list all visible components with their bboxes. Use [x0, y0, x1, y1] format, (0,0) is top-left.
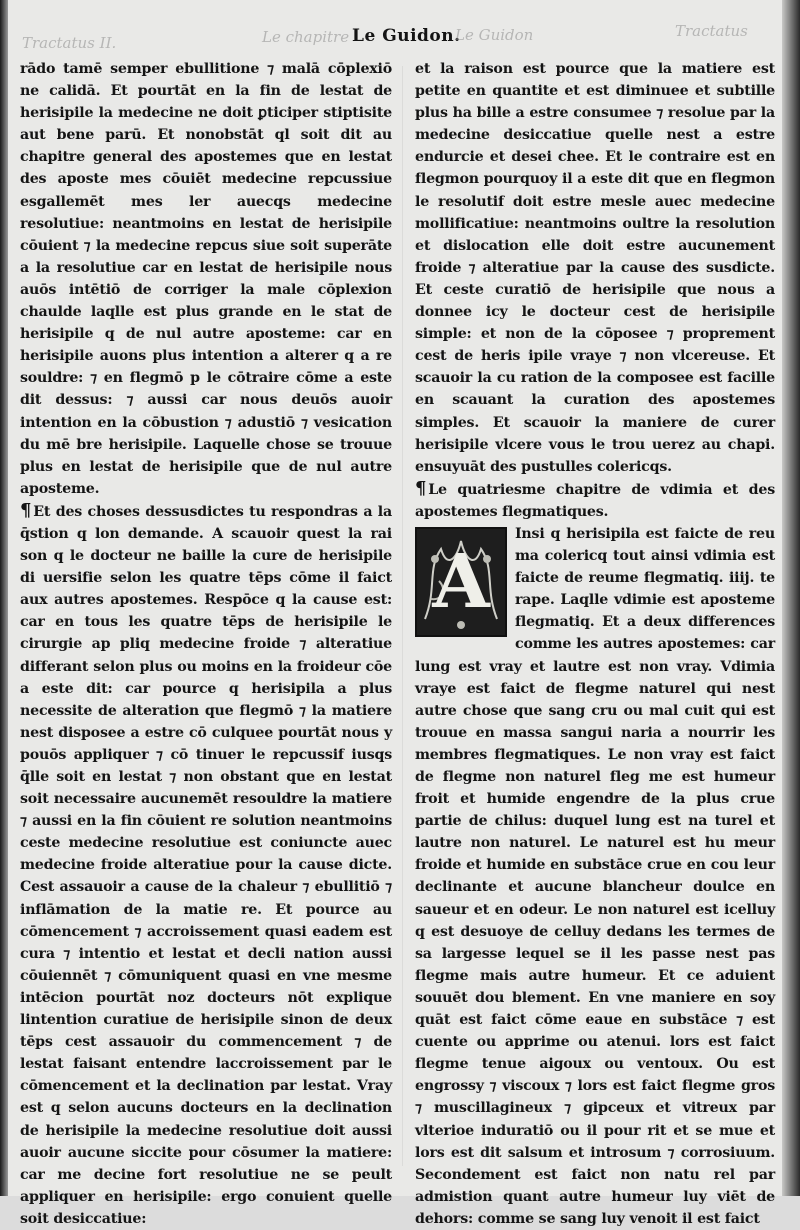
chapter-heading — [415, 478, 775, 523]
column-divider — [402, 66, 403, 1166]
paragraph: rādo tamē semper ebullitione ⁊ malā cōplexiō ne calidā. Et pourtāt en la fin de lestat de herisipile la medecine ne doit ꝑticiper stiptisite aut bene parū. Et nonobstāt ql soit dit au chapitre general des apostemes que en lestat des aposte mes cōuiēt medecine repcussiue esgallemēt mes ler auecqs medecine resolutiue: neantmoins en lestat de herisipile cōuient ⁊ la medecine repcus siue soit superāte a la resolutiue car en lestat de herisipile nous auōs intētiō de corriger la male cōplexion chaulde laqlle est plus grande en le stat de herisipile q de nul autre aposteme: car en herisipile auons plus intention a alterer q a re souldre: ⁊ en flegmō p le cōtraire cōme a este dit dessus: ⁊ aussi car nous deuōs auoir intention en la cōbustion ⁊ adustiō ⁊ vesication du mē bre herisipile. Laquelle chose se trouue plus en lestat de herisipile que de nul autre aposteme. — [20, 61, 392, 497]
left-text-column — [20, 58, 392, 1230]
pilcrow-icon: ¶ — [20, 499, 32, 521]
paragraph-text: Insi q herisipila est faicte de reu ma colericq tout ainsi vdimia est faicte de reume flegmatiq. iiij. te rape. Laqlle vdimie est aposteme flegmatiq. Et a deux differences comme les autres apostemes: car lung est vray et lautre est non vray. Vdimia vraye est faict de flegme naturel qui nest autre chose que sang cru ou mal cuit qui est trouue en massa sangui naria a nourrir les membres flegmatiques. Le non vray est faict de flegme non naturel fleg me est humeur froit et humide engendre de la plus crue partie de chilus: duquel lung est na turel et lautre non naturel. Le naturel est hu meur froide et humide en substāce crue en cou leur declinante et aucune blancheur doulce en saueur et en odeur. Le non naturel est icelluy q est desuoye de celluy dedans les termes de sa largesse lequel se il les passe nest pas flegme mais autre humeur. Et ce aduient souuēt dou blement. En vne maniere en soy quāt est faict cōme eaue en substāce ⁊ est cuente ou apprime ou atenui. lors est faict flegme tenue aigoux ou ventoux. Ou est engrossy ⁊ viscoux ⁊ lors est faict flegme gros ⁊ muscillagineux ⁊ gipceux et vitreux par vlterioe induratiō ou il pour rit et se mue et lors est dit salsum et introsum ⁊ corrosiuum. Secondement est faict non natu rel par admistion quant autre humeur luy viēt de dehors: comme se sang luy venoit il est faict — [415, 525, 775, 1227]
chapter-heading-text: Le quatriesme chapitre de vdimia et des apostemes flegmatiques. — [415, 481, 775, 520]
bleedthrough-text-far-right: Tractatus — [675, 22, 748, 40]
page-header — [0, 20, 800, 56]
bleedthrough-text-right: Le Guidon — [455, 26, 534, 44]
page-edge-shadow — [782, 0, 800, 1196]
running-title: Le Guidon. — [352, 26, 461, 46]
right-text-column — [415, 58, 775, 1230]
page-gutter-shadow — [0, 0, 8, 1196]
paragraph: et la raison est pource que la matiere est petite en quantite et est diminuee et subtille plus ha bille a estre consumee ⁊ resolue par la medecine desiccatiue quelle nest a estre endurcie et desei chee. Et le contraire est en flegmon pourquoy il a este dit que en flegmon le resolutif doit estre mesle auec medecine mollificatiue: neantmoins oultre la resolution et dislocation elle doit estre aucunement froide ⁊ alteratiue par la cause des susdicte. Et ceste curatiō de herisipile que nous a donnee icy le docteur cest de herisipile simple: et non de la cōposee ⁊ proprement cest de heris ipile vraye ⁊ non vlcereuse. Et scauoir la cu ration de la composee est facille en scauant la curation des apostemes simples. Et scauoir la maniere de curer herisipile vlcere vous le trou uerez au chapi. ensuyuāt des pustulles colericqs. — [415, 61, 775, 475]
decorated-initial-icon — [415, 527, 507, 637]
paragraph — [20, 500, 392, 1230]
pilcrow-icon: ¶ — [415, 477, 427, 499]
bleedthrough-text-mid: Le chapitre — [262, 28, 350, 46]
bleedthrough-text-left: Tractatus II. — [22, 34, 117, 52]
paragraph-text: Et des choses dessusdictes tu respondras a la q̄stion q lon demande. A scauoir quest la rai son q le docteur ne baille la cure de herisipile di uersifie selon les quatre tēps cōme il faict aux autres apostemes. Respōce q la cause est: car en tous les quatre tēps de herisipile le cirurgie ap pliq medecine froide ⁊ alteratiue differant selon plus ou moins en la froideur cōe a este dit: car pource q herisipila a plus necessite de alteration que flegmō ⁊ la matiere nest disposee a estre cō culquee pourtāt nous y pouōs appliquer ⁊ cō tinuer le repcussif iusqs q̄lle soit en lestat ⁊ non obstant que en lestat soit necessaire aucunemēt resouldre la matiere ⁊ aussi en la fin cōuient re solution neantmoins ceste medecine resolutiue est coniuncte auec medecine froide alteratiue pour la cause dicte. Cest assauoir a cause de la chaleur ⁊ ebullitiō ⁊ inflāmation de la matie re. Et pource au cōmencement ⁊ accroissement quasi eadem est cura ⁊ intentio et lestat et decli nation aussi cōuiennēt ⁊ cōmuniquent quasi en vne mesme intēcion pourtāt noz docteurs nōt explique lintention curatiue de herisipile sinon de deux tēps cest assauoir du commencement ⁊ de lestat faisant entendre laccroissement par le cōmencement et la declination par lestat. Vray est q selon aucuns docteurs en la declination de herisipile la medecine resolutiue doit aussi auoir aucune siccite pour cōsumer la matiere: car me decine fort resolutiue ne se peult appliquer en herisipile: ergo conuient quelle soit desiccatiue: — [20, 503, 392, 1227]
initial-letter: A — [432, 538, 490, 625]
paragraph — [415, 523, 775, 1230]
